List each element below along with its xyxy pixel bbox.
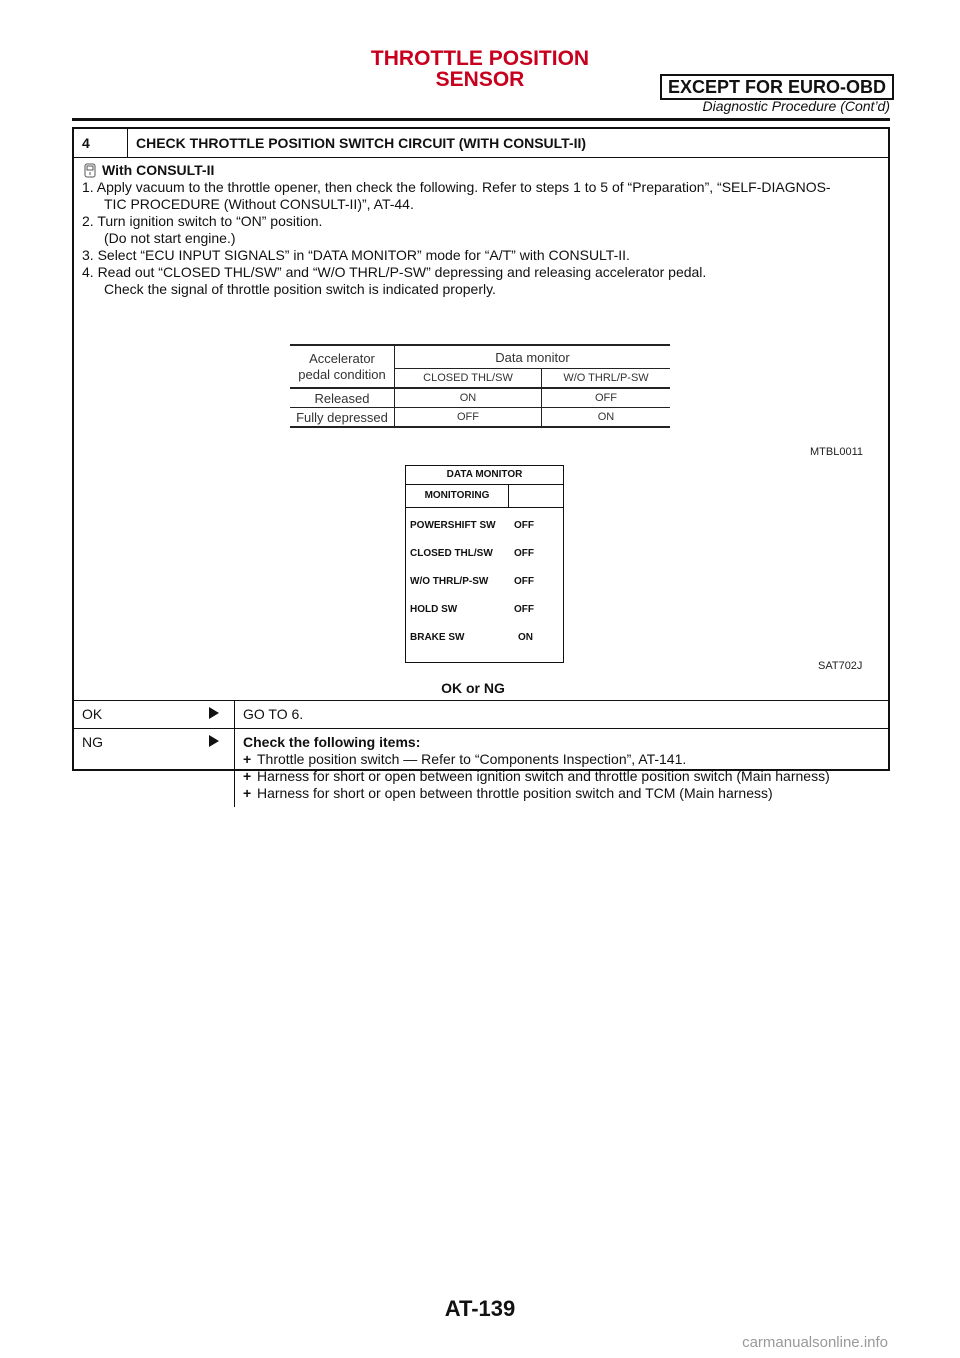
row-released-closed: ON [395, 388, 542, 408]
row-released-wo: OFF [595, 391, 617, 404]
pedal-condition-header-line2: pedal condition [298, 366, 386, 382]
instruction-4: 4. Read out “CLOSED THL/SW” and “W/O THRL/P-SW” depressing and releasing accelerator pedal. [82, 264, 707, 280]
arrow-right-icon [208, 706, 220, 720]
instruction-2: 2. Turn ignition switch to “ON” position. [82, 213, 323, 229]
signal-row [406, 512, 563, 540]
ng-heading: Check the following items: [243, 734, 421, 750]
ng-item [243, 751, 880, 768]
ng-item [243, 768, 880, 785]
consult-tester-icon [82, 163, 98, 179]
signal-name: HOLD SW [410, 604, 458, 615]
signal-name: CLOSED THL/SW [410, 548, 493, 559]
title-line-2: SENSOR [435, 68, 525, 91]
result-ok-row [74, 700, 888, 728]
row-released-condition: Released [290, 388, 395, 408]
step-number: 4 [74, 129, 128, 157]
title-line-1: THROTTLE POSITION [370, 47, 590, 70]
ng-item-text: Throttle position switch — Refer to “Components Inspection”, AT-141. [257, 751, 687, 767]
footer-watermark: carmanualsonline.info [742, 1334, 888, 1351]
page-number: AT-139 [444, 1296, 516, 1321]
result-ng-condition [74, 729, 234, 807]
signal-value: OFF [514, 520, 534, 531]
data-monitor-table [290, 344, 670, 428]
data-monitor-table-figure [290, 344, 670, 428]
signal-row [406, 596, 563, 624]
signal-value: ON [518, 632, 533, 643]
figure-label-mtbl: MTBL0011 [810, 446, 863, 458]
signal-name: BRAKE SW [410, 632, 465, 643]
signal-name: W/O THRL/P-SW [410, 576, 489, 587]
result-ok-action: GO TO 6. [234, 701, 888, 728]
procedure-box [72, 127, 890, 801]
row-depressed-condition: Fully depressed [290, 408, 395, 428]
data-monitor-screen [405, 465, 564, 663]
section-box-label: EXCEPT FOR EURO-OBD [660, 74, 894, 100]
row-depressed-closed: OFF [395, 408, 542, 428]
result-ng-row [74, 728, 888, 807]
row-depressed-wo: ON [597, 410, 615, 423]
consult-heading-text: With CONSULT-II [102, 162, 215, 178]
result-ng-action [234, 729, 888, 807]
bullet-icon: + [243, 785, 252, 801]
step-title: CHECK THROTTLE POSITION SWITCH CIRCUIT (WITH CONSULT-II) [136, 135, 587, 151]
instruction-4-note: Check the signal of throttle position switch is indicated properly. [104, 281, 496, 297]
signal-name: POWERSHIFT SW [410, 520, 496, 531]
figure-label-sat: SAT702J [818, 660, 863, 672]
signal-row [406, 540, 563, 568]
instruction-3: 3. Select “ECU INPUT SIGNALS” in “DATA MONITOR” mode for “A/T” with CONSULT-II. [82, 247, 630, 263]
ng-item-text: Harness for short or open between ignition switch and throttle position switch (Main harness) [257, 768, 830, 784]
ok-or-ng-heading: OK or NG [441, 680, 505, 696]
screen-mode-row [406, 485, 563, 508]
signal-value: OFF [514, 548, 534, 559]
wo-thrl-header: W/O THRL/P-SW [563, 371, 649, 384]
step-header [74, 129, 888, 158]
closed-thl-header: CLOSED THL/SW [395, 369, 542, 389]
pedal-condition-header [290, 345, 395, 388]
ng-item-text: Harness for short or open between throttle position switch and TCM (Main harness) [257, 785, 773, 801]
instruction-2-note: (Do not start engine.) [104, 230, 236, 246]
header-rule [72, 118, 890, 121]
result-ng-label: NG [82, 734, 103, 750]
result-ok-condition [74, 701, 234, 728]
bullet-icon: + [243, 751, 252, 767]
page-title [330, 48, 630, 90]
pedal-condition-header-line1: Accelerator [309, 350, 375, 366]
procedure-body [74, 158, 888, 696]
consult-heading [82, 162, 880, 179]
instruction-1a: 1. Apply vacuum to the throttle opener, then check the following. Refer to steps 1 to 5 of “Preparation”, “SELF-DIAGNOS- [82, 179, 831, 195]
signal-value: OFF [514, 576, 534, 587]
arrow-right-icon [208, 734, 220, 748]
section-subtitle: Diagnostic Procedure (Cont’d) [702, 98, 890, 114]
signal-value: OFF [514, 604, 534, 615]
bullet-icon: + [243, 768, 252, 784]
instruction-1b: TIC PROCEDURE (Without CONSULT-II)”, AT-44. [104, 196, 414, 212]
signal-row [406, 568, 563, 596]
ng-item [243, 785, 880, 802]
signal-row [406, 624, 563, 652]
result-ok-label: OK [82, 706, 103, 722]
screen-title: DATA MONITOR [406, 466, 563, 485]
data-monitor-header: Data monitor [395, 345, 671, 369]
screen-mode: MONITORING [406, 485, 509, 507]
